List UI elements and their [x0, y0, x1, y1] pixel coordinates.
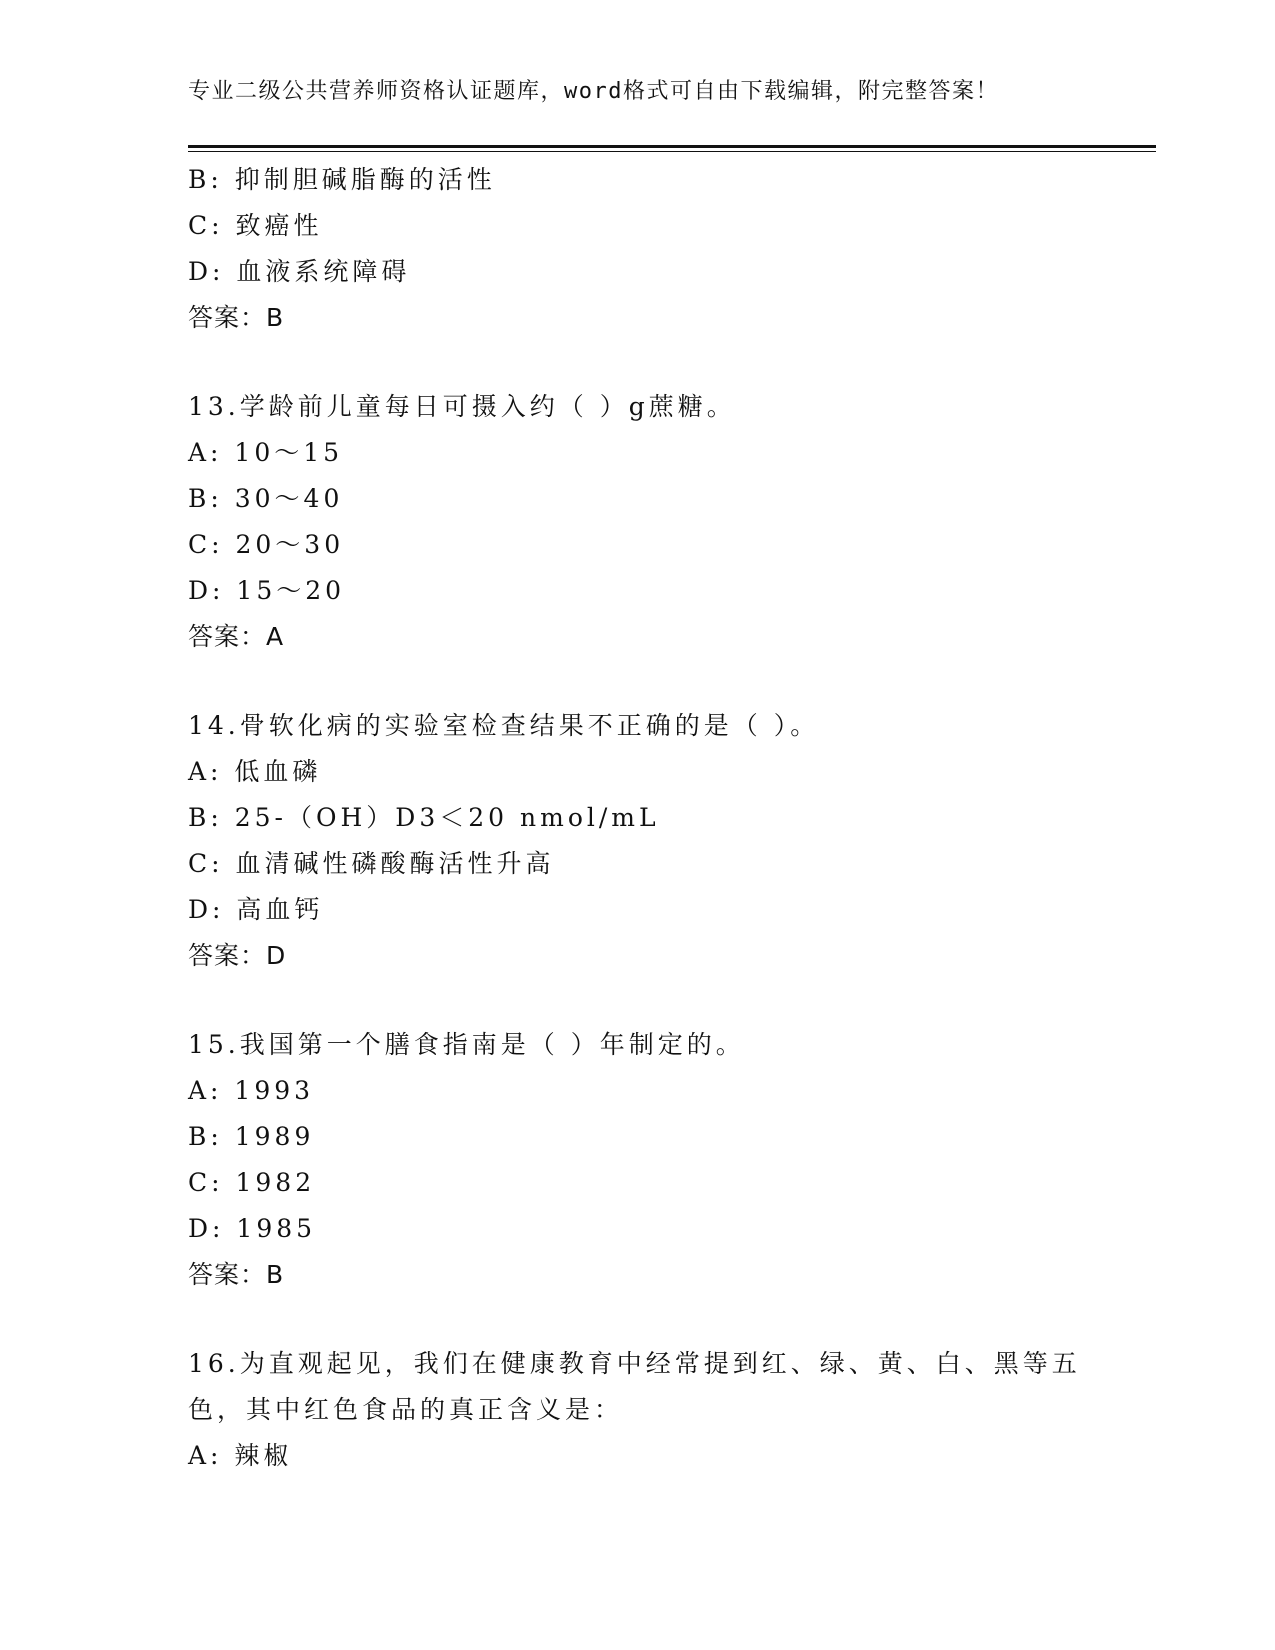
option-d: D: 高血钙: [188, 895, 324, 924]
question-stem: 13.学龄前儿童每日可摄入约（ ）g蔗糖。: [188, 392, 736, 421]
question-15: [188, 1022, 1108, 1298]
option-a: A: 辣椒: [188, 1441, 293, 1470]
option-d: D: 1985: [188, 1214, 317, 1243]
option-d: D: 血液系统障碍: [188, 257, 411, 286]
page-header: 专业二级公共营养师资格认证题库，word格式可自由下载编辑，附完整答案！: [188, 79, 999, 104]
document-body: [188, 157, 1108, 1479]
option-b: B: 抑制胆碱脂酶的活性: [188, 165, 496, 194]
option-d: D: 15～20: [188, 576, 346, 605]
question-stem-line-1: 16.为直观起见，我们在健康教育中经常提到红、绿、黄、白、黑等五: [188, 1349, 1081, 1378]
answer-line: 答案：A: [188, 622, 285, 651]
question-stem: 15.我国第一个膳食指南是（ ）年制定的。: [188, 1030, 745, 1059]
question-stem: 14.骨软化病的实验室检查结果不正确的是（ ）。: [188, 711, 820, 740]
question-13: [188, 384, 1108, 660]
answer-line: 答案：B: [188, 303, 285, 332]
option-b: B: 30～40: [188, 484, 344, 513]
option-c: C: 血清碱性磷酸酶活性升高: [188, 849, 555, 878]
option-a: A: 10～15: [188, 438, 344, 467]
option-b: B: 25-（OH）D3＜20 nmol/mL: [188, 803, 660, 832]
option-c: C: 20～30: [188, 530, 345, 559]
option-c: C: 1982: [188, 1168, 316, 1197]
option-b: B: 1989: [188, 1122, 315, 1151]
answer-line: 答案：B: [188, 1260, 285, 1289]
option-c: C: 致癌性: [188, 211, 323, 240]
option-a: A: 低血磷: [188, 757, 322, 786]
question-stem-line-2: 色，其中红色食品的真正含义是：: [188, 1395, 624, 1424]
header-rule-thick: [188, 145, 1156, 148]
header-rule-thin: [188, 151, 1156, 152]
answer-line: 答案：D: [188, 941, 287, 970]
question-14: [188, 703, 1108, 979]
option-a: A: 1993: [188, 1076, 315, 1105]
question-carryover: [188, 157, 1108, 341]
question-16: [188, 1341, 1108, 1479]
